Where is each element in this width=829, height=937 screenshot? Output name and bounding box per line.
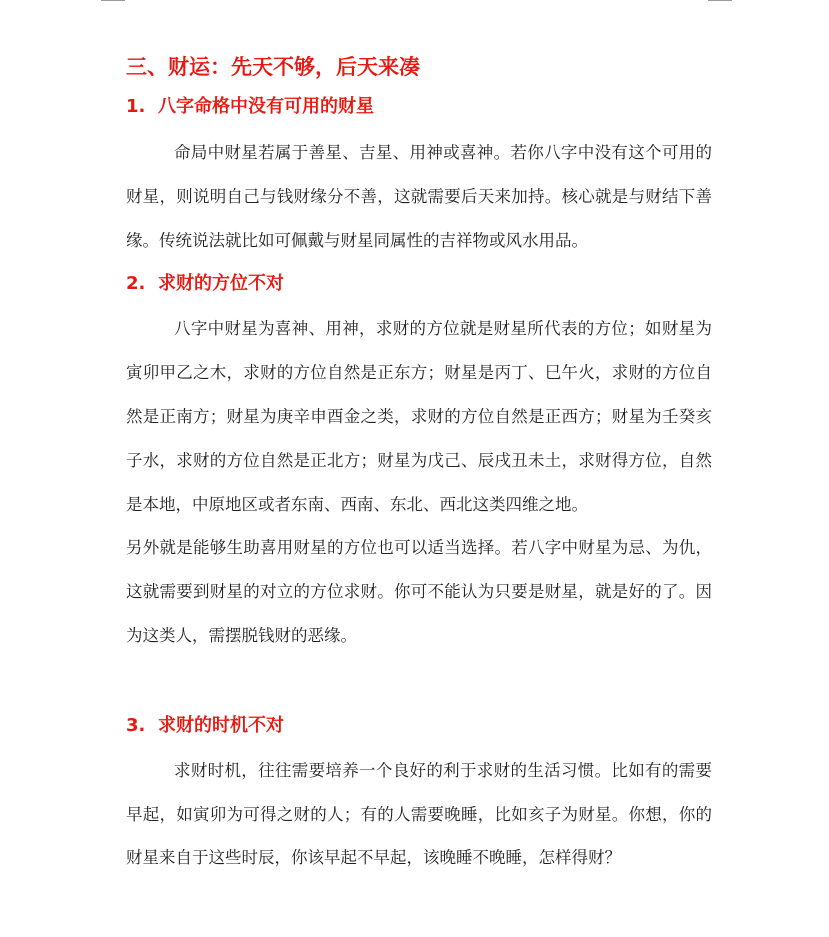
subheading-no-usable-wealth-star [126, 92, 712, 122]
subheading-text: 求财的方位不对 [158, 273, 284, 295]
subheading-text: 求财的时机不对 [158, 714, 284, 736]
subheading-number: 1. [126, 96, 146, 117]
page-corner-mark-left [101, 0, 125, 1]
subheading-wrong-timing [126, 711, 712, 741]
section-heading: 三、财运：先天不够，后天来凑 [126, 55, 420, 79]
paragraph: 命局中财星若属于善星、吉星、用神或喜神。若你八字中没有这个可用的财星，则说明自己与钱财缘分不善，这就需要后天来加持。核心就是与财结下善缘。传统说法就比如可佩戴与财星同属性的吉祥物或风水用品。 [126, 143, 712, 250]
subheading-number: 3. [126, 714, 146, 736]
paragraph: 八字中财星为喜神、用神，求财的方位就是财星所代表的方位；如财星为寅卯甲乙之木，求财的方位自然是正东方；财星是丙丁、巳午火，求财的方位自然是正南方；财星为庚辛申酉金之类，求财的方位自然是正西方；财星为壬癸亥子水，求财的方位自然是正北方；财星为戊己、辰戌丑未土，求财得方位，自然是本地，中原地区或者东南、西南、东北、西北这类四维之地。 [126, 319, 712, 514]
subheading-number: 2. [126, 273, 146, 295]
document-body [126, 48, 712, 880]
paragraph: 求财时机，往往需要培养一个良好的利于求财的生活习惯。比如有的需要早起，如寅卯为可得之财的人；有的人需要晚睡，比如亥子为财星。你想，你的财星来自于这些时辰，你该早起不早起，该晚睡不晚睡，怎样得财？ [126, 760, 712, 868]
subheading-text: 八字命格中没有可用的财星 [158, 96, 374, 117]
subheading-wrong-direction [126, 269, 712, 299]
page-corner-mark-right [708, 0, 732, 1]
paragraph: 另外就是能够生助喜用财星的方位也可以适当选择。若八字中财星为忌、为仇，这就需要到财星的对立的方位求财。你可不能认为只要是财星，就是好的了。因为这类人，需摆脱钱财的恶缘。 [126, 538, 712, 645]
